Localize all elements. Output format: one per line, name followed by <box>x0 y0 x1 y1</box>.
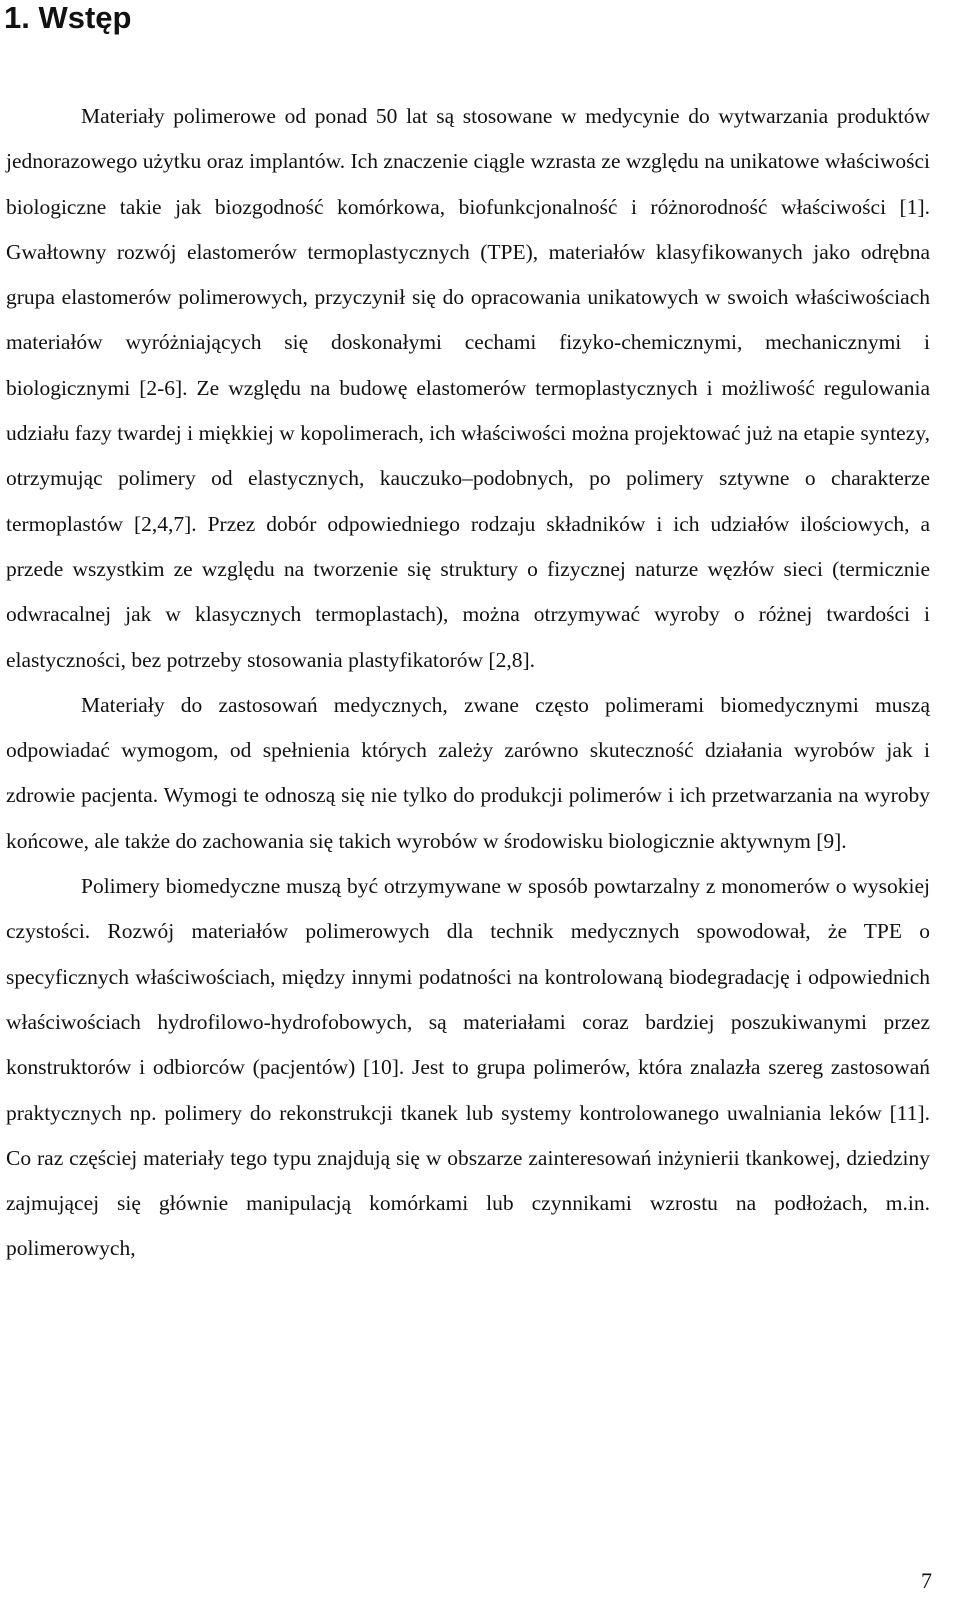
page-number: 7 <box>921 1568 932 1593</box>
body-text <box>6 94 930 1272</box>
paragraph-2: Materiały do zastosowań medycznych, zwane często polimerami biomedycznymi muszą odpowiadać wymogom, od spełnienia których zależy zarówno skuteczność działania wyrobów jak i zdrowie pacjenta. Wymogi te odnoszą się nie tylko do produkcji polimerów i ich przetwarzania na wyroby końcowe, ale także do zachowania się takich wyrobów w środowisku biologicznie aktywnym [9]. <box>6 692 930 853</box>
paragraph-1: Materiały polimerowe od ponad 50 lat są stosowane w medycynie do wytwarzania produktów jednorazowego użytku oraz implantów. Ich znaczenie ciągle wzrasta ze względu na unikatowe właściwości biologiczne takie jak biozgodność komórkowa, biofunkcjonalność i różnorodność właściwości [1]. Gwałtowny rozwój elastomerów termoplastycznych (TPE), materiałów klasyfikowanych jako odrębna grupa elastomerów polimerowych, przyczynił się do opracowania unikatowych w swoich właściwościach materiałów wyróżniających się doskonałymi cechami fizyko-chemicznymi, mechanicznymi i biologicznymi [2-6]. Ze względu na budowę elastomerów termoplastycznych i możliwość regulowania udziału fazy twardej i miękkiej w kopolimerach, ich właściwości można projektować już na etapie syntezy, otrzymując polimery od elastycznych, kauczuko–podobnych, po polimery sztywne o charakterze termoplastów [2,4,7]. Przez dobór odpowiedniego rodzaju składników i ich udziałów ilościowych, a przede wszystkim ze względu na tworzenie się struktury o fizycznej naturze węzłów sieci (termicznie odwracalnej jak w klasycznych termoplastach), można otrzymywać wyroby o różnej twardości i elastyczności, bez potrzeby stosowania plastyfikatorów [2,8]. <box>6 104 930 672</box>
paragraph-3: Polimery biomedyczne muszą być otrzymywane w sposób powtarzalny z monomerów o wysokiej czystości. Rozwój materiałów polimerowych dla technik medycznych spowodował, że TPE o specyficznych właściwościach, między innymi podatności na kontrolowaną biodegradację i odpowiednich właściwościach hydrofilowo-hydrofobowych, są materiałami coraz bardziej poszukiwanymi przez konstruktorów i odbiorców (pacjentów) [10]. Jest to grupa polimerów, która znalazła szereg zastosowań praktycznych np. polimery do rekonstrukcji tkanek lub systemy kontrolowanego uwalniania leków [11]. Co raz częściej materiały tego typu znajdują się w obszarze zainteresowań inżynierii tkankowej, dziedziny zajmującej się głównie manipulacją komórkami lub czynnikami wzrostu na podłożach, m.in. polimerowych, <box>6 874 930 1261</box>
section-heading: 1. Wstęp <box>4 0 132 35</box>
